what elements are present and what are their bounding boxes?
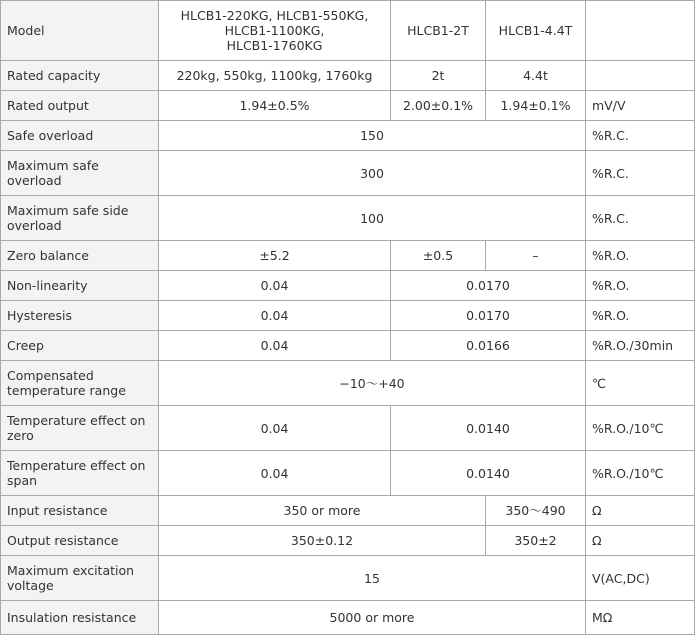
value-cell: 5000 or more [159, 601, 586, 635]
table-row-model [1, 1, 695, 61]
unit-cell [586, 61, 695, 91]
table-row-rated-capacity [1, 61, 695, 91]
table-row-hysteresis [1, 301, 695, 331]
value-cell: 0.04 [159, 406, 391, 451]
value-cell: 0.0170 [391, 271, 586, 301]
row-label: Temperature effect on zero [1, 406, 159, 451]
unit-cell: %R.O. [586, 271, 695, 301]
row-label: Maximum safe side overload [1, 196, 159, 241]
unit-cell: %R.C. [586, 121, 695, 151]
row-label: Output resistance [1, 526, 159, 556]
table-row-safe-overload [1, 121, 695, 151]
value-cell: ±0.5 [391, 241, 486, 271]
value-cell: ±5.2 [159, 241, 391, 271]
table-row-output-resistance [1, 526, 695, 556]
value-cell: 350±2 [486, 526, 586, 556]
unit-cell: ℃ [586, 361, 695, 406]
table-row-non-linearity [1, 271, 695, 301]
value-cell: 15 [159, 556, 586, 601]
unit-cell: %R.C. [586, 151, 695, 196]
table-row-max-safe-overload [1, 151, 695, 196]
value-cell: 150 [159, 121, 586, 151]
unit-cell: Ω [586, 496, 695, 526]
value-cell: 0.04 [159, 331, 391, 361]
value-cell: 0.04 [159, 301, 391, 331]
model-cell: HLCB1-4.4T [486, 1, 586, 61]
value-cell: 0.04 [159, 451, 391, 496]
value-cell: −10〜+40 [159, 361, 586, 406]
value-cell: 2t [391, 61, 486, 91]
value-cell: 350〜490 [486, 496, 586, 526]
row-label: Input resistance [1, 496, 159, 526]
table-row-max-excitation-voltage [1, 556, 695, 601]
value-cell: 4.4t [486, 61, 586, 91]
value-cell: 100 [159, 196, 586, 241]
model-cell: HLCB1-220KG, HLCB1-550KG, HLCB1-1100KG, HLCB1-1760KG [159, 1, 391, 61]
row-label: Hysteresis [1, 301, 159, 331]
value-cell: 2.00±0.1% [391, 91, 486, 121]
table-row-zero-balance [1, 241, 695, 271]
unit-cell: %R.O./10℃ [586, 406, 695, 451]
row-label: Maximum excitation voltage [1, 556, 159, 601]
row-label: Creep [1, 331, 159, 361]
value-cell: 1.94±0.5% [159, 91, 391, 121]
value-cell: 0.0140 [391, 451, 586, 496]
table-row-insulation-resistance [1, 601, 695, 635]
row-label: Rated capacity [1, 61, 159, 91]
unit-cell: %R.O./30min [586, 331, 695, 361]
row-label: Temperature effect on span [1, 451, 159, 496]
table-row-max-safe-side-overload [1, 196, 695, 241]
value-cell: 1.94±0.1% [486, 91, 586, 121]
value-cell: 220kg, 550kg, 1100kg, 1760kg [159, 61, 391, 91]
unit-cell: V(AC,DC) [586, 556, 695, 601]
value-cell: 0.0170 [391, 301, 586, 331]
value-cell: 0.0140 [391, 406, 586, 451]
value-cell: 350±0.12 [159, 526, 486, 556]
row-label: Compensated temperature range [1, 361, 159, 406]
unit-cell: %R.O. [586, 301, 695, 331]
row-label: Rated output [1, 91, 159, 121]
value-cell: 300 [159, 151, 586, 196]
row-label: Zero balance [1, 241, 159, 271]
value-cell: 0.04 [159, 271, 391, 301]
value-cell: – [486, 241, 586, 271]
value-cell: 0.0166 [391, 331, 586, 361]
row-label: Insulation resistance [1, 601, 159, 635]
row-label: Maximum safe overload [1, 151, 159, 196]
table-row-creep [1, 331, 695, 361]
unit-cell: mV/V [586, 91, 695, 121]
unit-cell: %R.O. [586, 241, 695, 271]
table-row-input-resistance [1, 496, 695, 526]
table-row-temperature-effect-span [1, 451, 695, 496]
unit-cell [586, 1, 695, 61]
row-label: Safe overload [1, 121, 159, 151]
table-row-rated-output [1, 91, 695, 121]
unit-cell: Ω [586, 526, 695, 556]
table-row-temperature-effect-zero [1, 406, 695, 451]
table-row-compensated-temperature-range [1, 361, 695, 406]
unit-cell: %R.C. [586, 196, 695, 241]
row-label: Model [1, 1, 159, 61]
unit-cell: MΩ [586, 601, 695, 635]
value-cell: 350 or more [159, 496, 486, 526]
row-label: Non-linearity [1, 271, 159, 301]
unit-cell: %R.O./10℃ [586, 451, 695, 496]
model-cell: HLCB1-2T [391, 1, 486, 61]
